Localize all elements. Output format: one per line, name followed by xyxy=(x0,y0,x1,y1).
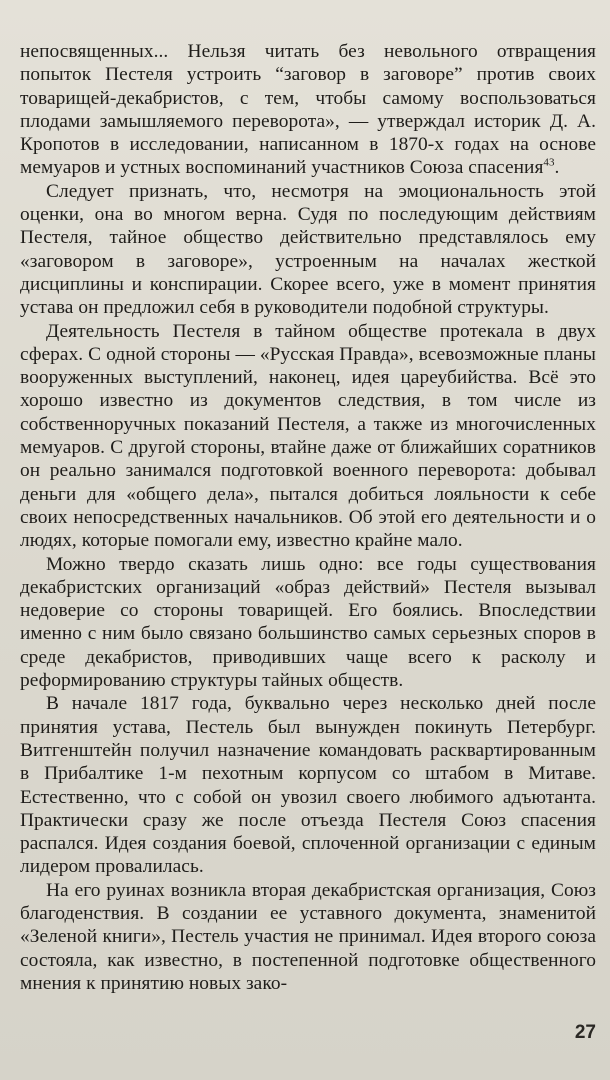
paragraph-1-tail: . xyxy=(554,157,560,179)
paragraph-1 xyxy=(20,40,596,180)
paragraph-4: Можно твердо сказать лишь одно: все годы существования декабристских организаций «образ действий» Пестеля вызывал недоверие со стороны товарищей. Его боялись. Впоследствии именно с ним было связано большинство самых серьезных споров в среде декабристов, приводивших чаще всего к расколу и реформированию структуры тайных обществ. xyxy=(20,553,596,692)
page-number: 27 xyxy=(574,1022,596,1043)
footnote-marker: 43 xyxy=(543,157,555,170)
paragraph-6: На его руинах возникла вторая декабристская организация, Союз благоденствия. В создании ее уставного документа, знаменитой «Зеленой книги», Пестель участия не принимал. Идея второго союза состояла, как известно, в постепенной подготовке общественного мнения к принятию новых зако- xyxy=(20,879,596,994)
paragraph-5: В начале 1817 года, буквально через несколько дней после принятия устава, Пестель был вынужден покинуть Петербург. Витгенштейн получил назначение командовать расквартированным в Прибалтике 1-м пехотным корпусом со штабом в Митаве. Естественно, что с собой он увозил своего любимого адъютанта. Практически сразу же после отъезда Пестеля Союз спасения распался. Идея создания боевой, сплоченной организации с единым лидером провалилась. xyxy=(20,693,596,878)
body-text xyxy=(20,40,596,995)
paragraph-3: Деятельность Пестеля в тайном обществе протекала в двух сферах. С одной стороны — «Русская Правда», всевозможные планы вооруженных выступлений, наконец, идея цареубийства. Всё это хорошо известно из документов следствия, в том числе из собственноручных показаний Пестеля, а также из многочисленных мемуаров. С другой стороны, втайне даже от ближайших соратников он реально занимался подготовкой военного переворота: добывал деньги для «общего дела», пытался добиться лояльности к себе своих непосредственных начальников. Об этой его деятельности и о людях, которые помогали ему, известно крайне мало. xyxy=(20,320,596,552)
paragraph-1-text: непосвященных... Нельзя читать без невольного отвращения попыток Пестеля устроить “заговор в заговоре” против своих товарищей-декабристов, с тем, чтобы самому воспользоваться плодами замышляемого переворота», — утверждал историк Д. А. Кропотов в исследовании, написанном в 1870-х годах на основе мемуаров и устных воспоминаний участников Союза спасения xyxy=(20,41,596,179)
paragraph-2: Следует признать, что, несмотря на эмоциональность этой оценки, она во многом верна. Судя по последующим действиям Пестеля, тайное общество действительно представлялось ему «заговором в заговоре», устроенным на началах жесткой дисциплины и конспирации. Скорее всего, уже в момент принятия устава он предложил себя в руководители подобной структуры. xyxy=(20,180,596,319)
